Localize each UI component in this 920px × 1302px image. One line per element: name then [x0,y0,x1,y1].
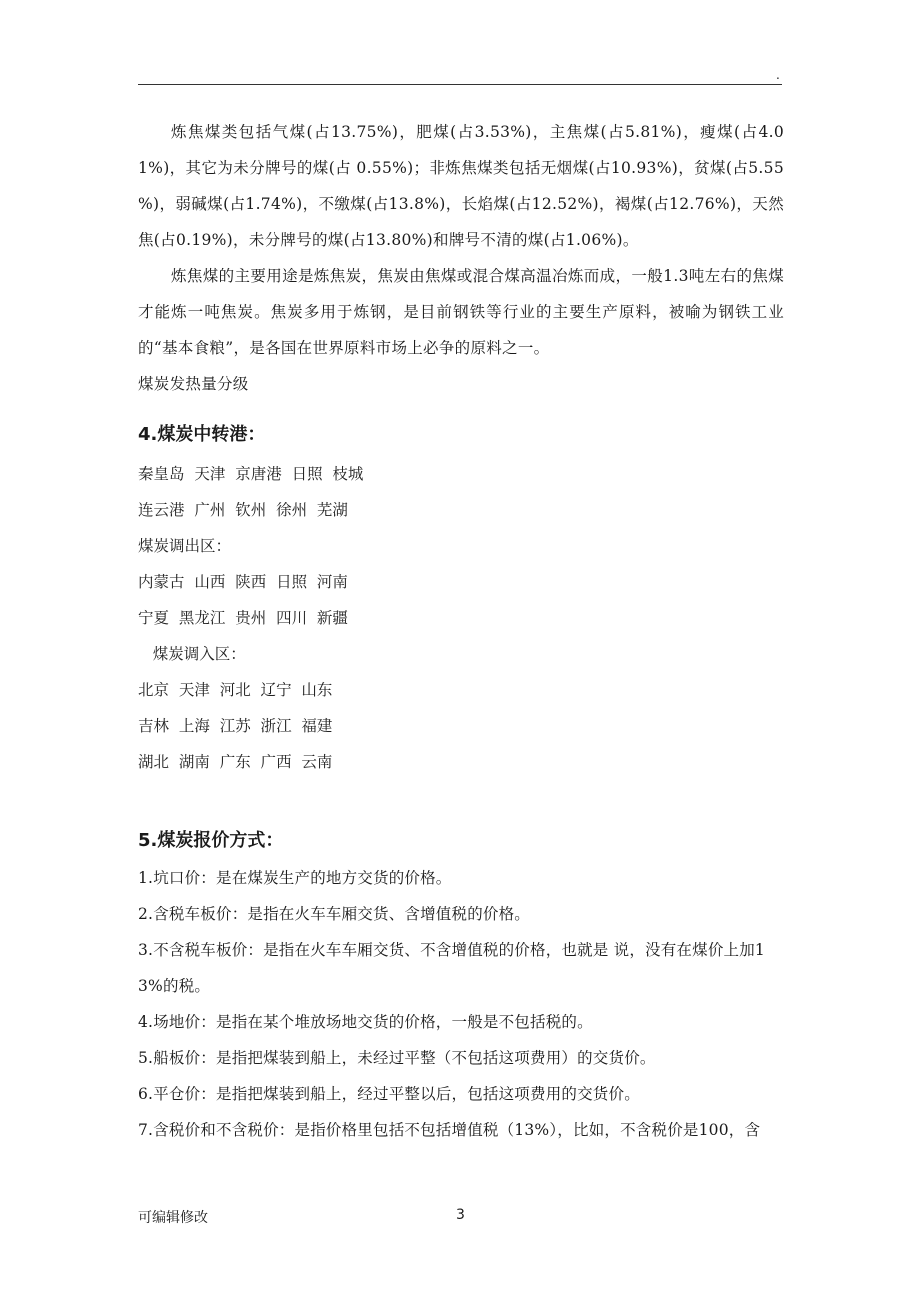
ports-line-1: 秦皇岛 天津 京唐港 日照 枝城 [138,465,364,483]
quote-item: 5.船板价：是指把煤装到船上，未经过平整（不包括这项费用）的交货价。 [138,1049,656,1067]
inbound-label: 煤炭调入区： [138,645,246,663]
footer-editable-note: 可编辑修改 [138,1210,208,1226]
heading-quote-methods: 5.煤炭报价方式： [138,830,284,851]
quote-item: 1.坑口价：是在煤炭生产的地方交货的价格。 [138,869,452,887]
paragraph-heat-grading: 煤炭发热量分级 [138,375,249,393]
heading-transfer-ports: 4.煤炭中转港： [138,424,266,445]
inbound-line-1: 北京 天津 河北 辽宁 山东 [138,681,333,699]
quote-item: 6.平仓价：是指把煤装到船上，经过平整以后，包括这项费用的交货价。 [138,1085,640,1103]
outbound-line-1: 内蒙古 山西 陕西 日照 河南 [138,573,348,591]
inbound-line-3: 湖北 湖南 广东 广西 云南 [138,753,333,771]
ports-line-2: 连云港 广州 钦州 徐州 芜湖 [138,501,348,519]
outbound-label: 煤炭调出区： [138,537,232,555]
inbound-line-2: 吉林 上海 江苏 浙江 福建 [138,717,333,735]
quote-item: 2.含税车板价：是指在火车车厢交货、含增值税的价格。 [138,905,530,923]
quote-item: 3.不含税车板价：是指在火车车厢交货、不含增值税的价格，也就是 说，没有在煤价上加13%的税。 [138,941,765,995]
header-rule [138,84,782,85]
paragraph-coking-coal-use: 炼焦煤的主要用途是炼焦炭，焦炭由焦煤或混合煤高温冶炼而成，一般1.3吨左右的焦煤才能炼一吨焦炭。焦炭多用于炼钢，是目前钢铁等行业的主要生产原料，被喻为钢铁工业的“基本食粮”，是各国在世界原料市场上必争的原料之一。 [138,267,784,357]
outbound-line-2: 宁夏 黑龙江 贵州 四川 新疆 [138,609,348,627]
paragraph-coal-types: 炼焦煤类包括气煤(占13.75%)，肥煤(占3.53%)，主焦煤(占5.81%)，瘦煤(占4.01%)，其它为未分牌号的煤(占 0.55%)；非炼焦煤类包括无烟煤(占10.93%)，贫煤(占5.55 %)，弱碱煤(占1.74%)，不缴煤(占13.8%)，长焰煤(占12.52%)，褐煤(占12.76%)，天然焦(占0.19%)，未分牌号的煤(占13.80%)和牌号不清的煤(占1.06%)。 [138,123,784,249]
quote-item: 7.含税价和不含税价：是指价格里包括不包括增值税（13%），比如，不含税价是100，含 [138,1121,761,1139]
page-content [138,114,784,1148]
header-mark: . [776,68,780,82]
quote-item: 4.场地价：是指在某个堆放场地交货的价格，一般是不包括税的。 [138,1013,593,1031]
page-number: 3 [456,1207,465,1223]
